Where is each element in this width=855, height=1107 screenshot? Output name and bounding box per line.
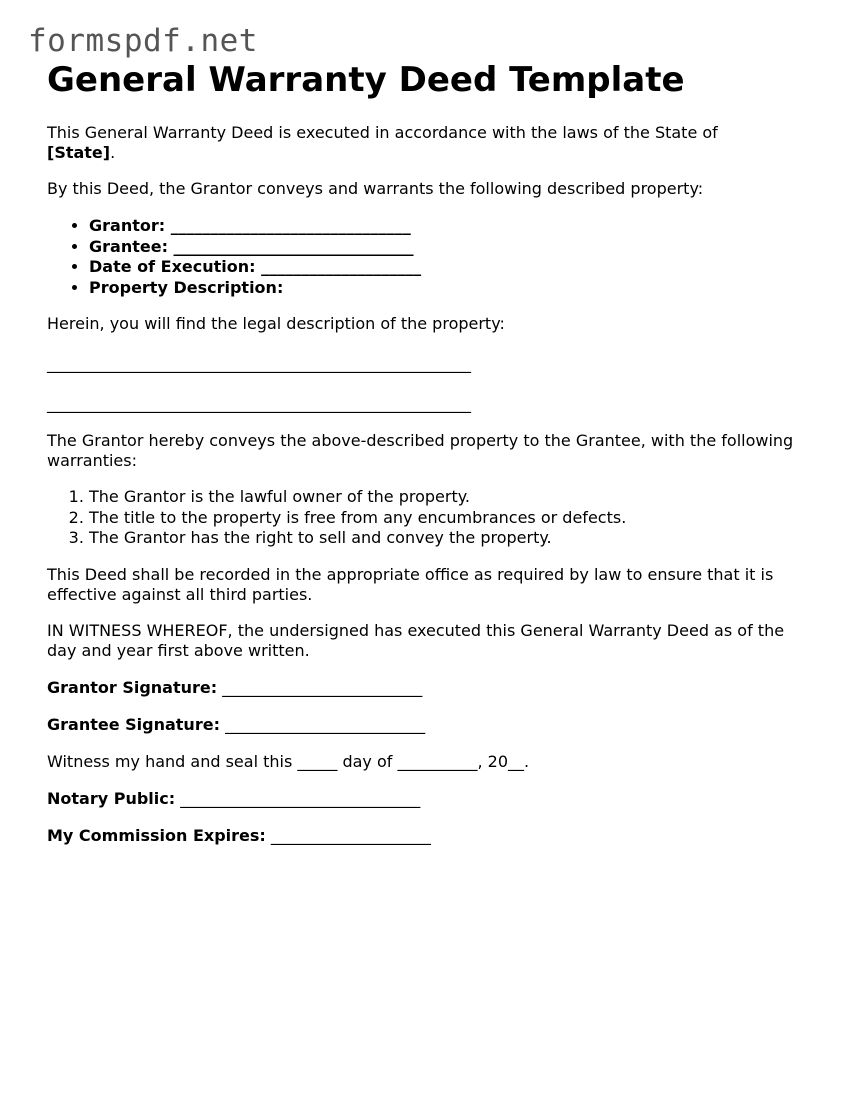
intro-paragraph: [47, 123, 817, 163]
grantor-label: Grantor:: [89, 216, 166, 235]
warranty-item: 2. The title to the property is free from any encumbrances or defects.: [89, 508, 817, 529]
property-description-field: [89, 278, 817, 299]
document-body: [47, 60, 817, 846]
notary-blank[interactable]: ______________________________: [180, 788, 421, 808]
grantor-blank[interactable]: ______________________________: [170, 216, 411, 235]
warranty-item: 3. The Grantor has the right to sell and convey the property.: [89, 528, 817, 549]
date-of-execution-blank[interactable]: ____________________: [261, 257, 422, 276]
legal-description-line-1[interactable]: _____________________________________________________: [47, 354, 471, 373]
grantor-field: [89, 216, 817, 237]
party-fields-list: [47, 216, 817, 298]
page-title: General Warranty Deed Template: [47, 60, 685, 100]
intro-end: .: [110, 143, 116, 162]
grantor-signature-label: Grantor Signature:: [47, 677, 218, 697]
convey-paragraph: By this Deed, the Grantor conveys and warrants the following described property:: [47, 179, 704, 198]
grantee-blank[interactable]: ______________________________: [173, 236, 414, 256]
commission-blank[interactable]: ____________________: [270, 825, 431, 845]
legal-intro-paragraph: Herein, you will find the legal description of the property:: [47, 314, 505, 333]
grantee-signature-line: [47, 715, 817, 735]
state-placeholder: [State]: [47, 143, 111, 162]
property-description-label: Property Description:: [89, 277, 284, 297]
grantee-label: Grantee:: [89, 236, 168, 256]
witness-seal-line: Witness my hand and seal this _____ day of __________, 20__.: [47, 751, 530, 771]
warranty-item: 1. The Grantor is the lawful owner of the property.: [89, 487, 817, 508]
grantor-signature-blank[interactable]: _________________________: [222, 677, 423, 697]
date-of-execution-label: Date of Execution:: [89, 257, 256, 276]
warranties-list: [47, 487, 817, 549]
commission-line: [47, 826, 817, 846]
grantee-signature-blank[interactable]: _________________________: [225, 714, 426, 734]
commission-label: My Commission Expires:: [47, 825, 266, 845]
watermark: formspdf.net: [28, 23, 258, 59]
notary-label: Notary Public:: [47, 788, 176, 808]
grantor-signature-line: [47, 678, 817, 698]
record-paragraph: This Deed shall be recorded in the appropriate office as required by law to ensure that it is effective against all third parties.: [47, 564, 774, 604]
notary-line: [47, 789, 817, 809]
warranty-intro-paragraph: The Grantor hereby conveys the above-described property to the Grantee, with the following warranties:: [47, 431, 794, 470]
witness-whereof-paragraph: IN WITNESS WHEREOF, the undersigned has executed this General Warranty Deed as of the day and year first above written.: [47, 620, 785, 660]
grantee-signature-label: Grantee Signature:: [47, 714, 220, 734]
intro-text: This General Warranty Deed is executed in accordance with the laws of the State of: [47, 123, 718, 142]
legal-description-line-2[interactable]: _____________________________________________________: [47, 394, 471, 413]
date-of-execution-field: [89, 257, 817, 278]
grantee-field: [89, 237, 817, 258]
